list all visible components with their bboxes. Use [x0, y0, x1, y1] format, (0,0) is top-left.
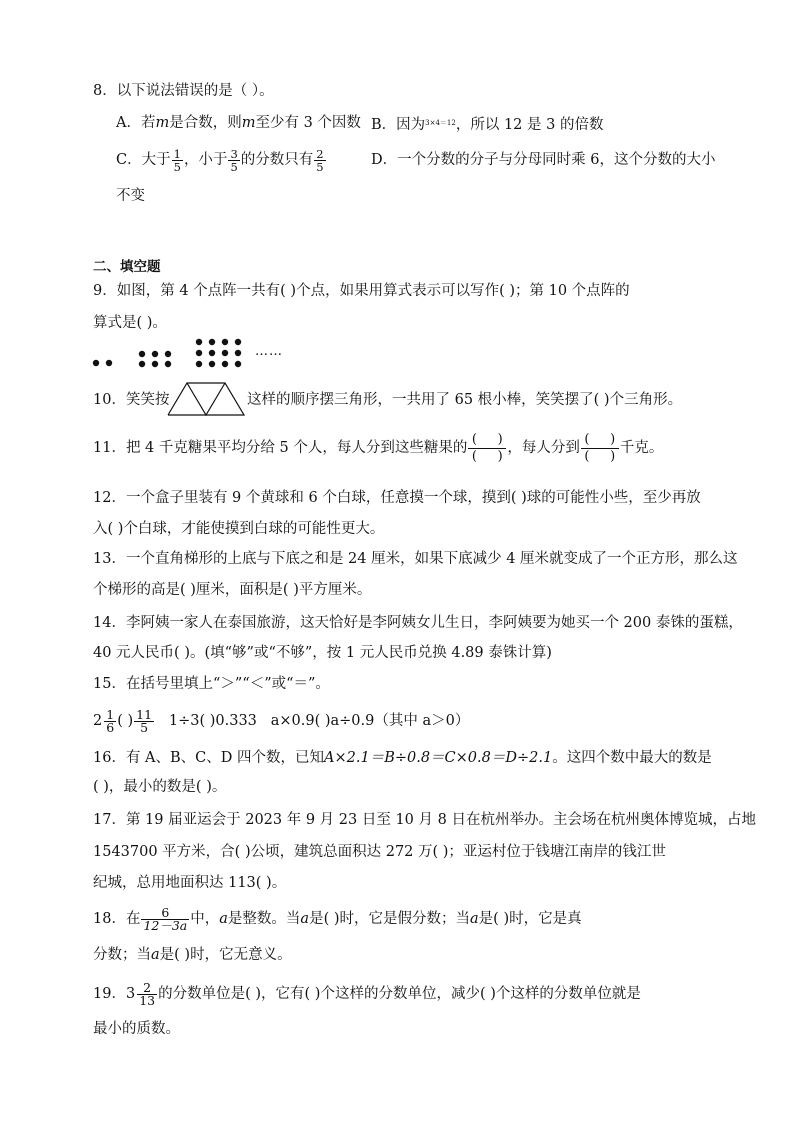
q9-line2: 算式是( )。: [93, 315, 167, 331]
q15-line2: 2 $\frac{1}{6}$ ( ) $\frac{11}{5}$ 1÷3( )0.333 a×0.9( )a÷0.9（其中 a＞0）: [93, 704, 469, 738]
q16-line1: 16．有 A、B、C、D 四个数，已知A×2.1＝B÷0.8＝C×0.8＝D÷2.1。这四个数中最大的数是: [93, 750, 712, 766]
q14-line1: 14．李阿姨一家人在泰国旅游，这天恰好是李阿姨女儿生日，李阿姨要为她买一个 200 泰铢的蛋糕，: [93, 615, 743, 631]
q8-stem: 8．以下说法错误的是（ ）。: [93, 83, 274, 99]
triangles-figure: [167, 382, 245, 416]
q9-line1: 9．如图，第 4 个点阵一共有( )个点，如果用算式表示可以写作( )；第 10 个点阵的: [93, 283, 630, 299]
blank-fraction: $\frac{( )}{( )}$: [581, 432, 619, 465]
q17-line1: 17．第 19 届亚运会于 2023 年 9 月 23 日至 10 月 8 日在杭州举办。主会场在杭州奥体博览城，占地: [93, 812, 756, 828]
mixed-number: 2 $\frac{1}{6}$: [93, 706, 115, 735]
q12-line1: 12．一个盒子里装有 9 个黄球和 6 个白球，任意摸一个球，摸到( )球的可能性小些，至少再放: [93, 490, 701, 506]
q17-line3: 纪城，总用地面积达 113( )。: [93, 875, 287, 891]
q13-line1: 13．一个直角梯形的上底与下底之和是 24 厘米，如果下底减少 4 厘米就变成了一个正方形，那么这: [93, 551, 738, 567]
q18-line1: 18．在 $\frac{6}{12-3a}$ 中，a是整数。当a是( )时，它是假分数；当a是( )时，它是真: [93, 904, 582, 933]
blank-fraction: $\frac{( )}{( )}$: [468, 432, 506, 465]
q18-line2: 分数；当a是( )时，它无意义。: [93, 947, 292, 963]
q8-option-d-cont: 不变: [116, 188, 145, 204]
section-title: 二、填空题: [93, 259, 161, 275]
q8-option-c: C．大于 $\frac{1}{5}$ ，小于 $\frac{3}{5}$ 的分数只有 $\frac{2}{5}$: [116, 146, 324, 174]
fraction: $\frac{1}{5}$: [173, 146, 181, 174]
q15-line1: 15．在括号里填上“＞”“＜”或“＝”。: [93, 676, 330, 692]
fraction: $\frac{6}{12-3a}$: [143, 904, 188, 933]
q8-option-b: B．因为$^{3\times 4=12}$，所以 12 是 3 的倍数: [371, 117, 604, 133]
fraction: $\frac{2}{5}$: [316, 146, 324, 174]
fraction: $\frac{3}{5}$: [230, 146, 238, 174]
q19-line1: 19． 3 $\frac{2}{13}$ 的分数单位是( )，它有( )个这样的分数单位，减少( )个这样的分数单位就是: [93, 977, 641, 1011]
q16-line2: ( )，最小的数是( )。: [93, 779, 227, 795]
fraction: $\frac{11}{5}$: [136, 706, 153, 735]
q11: 11．把 4 千克糖果平均分给 5 个人，每人分到这些糖果的 $\frac{( )}{( )}$ ，每人分到 $\frac{( )}{( )}$ 千克。: [93, 431, 664, 464]
q8-option-a: A．若m是合数，则m至少有 3 个因数: [116, 115, 361, 131]
q19-line2: 最小的质数。: [93, 1021, 180, 1037]
q8-option-d: D．一个分数的分子与分母同时乘 6，这个分数的大小: [371, 152, 716, 168]
q12-line2: 入( )个白球，才能使摸到白球的可能性更大。: [93, 521, 385, 537]
mixed-number: 3 $\frac{2}{13}$: [125, 979, 156, 1008]
q10-text: 这样的顺序摆三角形，一共用了 65 根小棒，笑笑摆了( )个三角形。: [247, 392, 683, 408]
q10-prefix: 10．笑笑按: [93, 392, 170, 408]
q14-line2: 40 元人民币( )。(填“够”或“不够”，按 1 元人民币兑换 4.89 泰铢计算): [93, 645, 552, 661]
dot-pattern-ellipsis: ……: [255, 344, 283, 359]
q13-line2: 个梯形的高是( )厘米，面积是( )平方厘米。: [93, 582, 372, 598]
q17-line2: 1543700 平方米，合( )公顷，建筑总面积达 272 万( )；亚运村位于钱塘江南岸的钱江世: [93, 844, 666, 860]
